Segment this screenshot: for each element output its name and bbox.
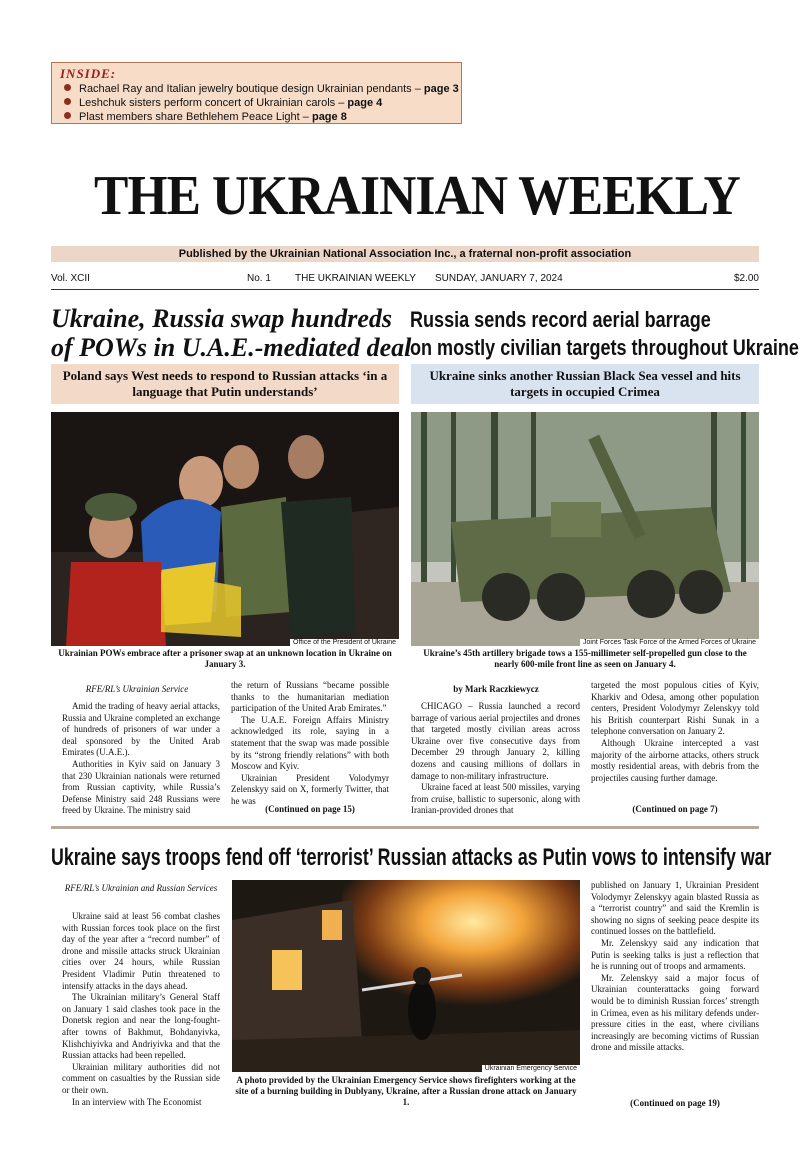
issue-number: No. 1 <box>247 273 271 284</box>
inside-item[interactable]: Plast members share Bethlehem Peace Light – page 8 <box>60 110 453 124</box>
story3-continued-link[interactable]: (Continued on page 19) <box>630 1098 720 1108</box>
issue-date: SUNDAY, JANUARY 7, 2024 <box>435 273 563 284</box>
story1-photo <box>51 412 399 646</box>
inside-title: INSIDE: <box>60 66 117 81</box>
story1-photo-credit: Office of the President of Ukraine <box>290 639 399 646</box>
story2-byline: by Mark Raczkiewycz <box>453 684 539 694</box>
story2-subhead: Ukraine sinks another Russian Black Sea vessel and hits targets in occupied Crimea <box>411 364 759 404</box>
story3-photo-credit: Ukrainian Emergency Service <box>482 1065 580 1072</box>
story1-subhead: Poland says West needs to respond to Russian attacks ‘in a language that Putin understands’ <box>51 364 399 404</box>
issue-info-row <box>51 272 759 286</box>
story2-continued-link[interactable]: (Continued on page 7) <box>632 804 718 814</box>
section-divider <box>51 826 759 829</box>
story1-continued-link[interactable]: (Continued on page 15) <box>265 804 355 814</box>
story2-photo-credit: Joint Forces Task Force of the Armed Forces of Ukraine <box>580 639 759 646</box>
bullet-icon <box>64 98 71 105</box>
issue-paper: THE UKRAINIAN WEEKLY <box>295 273 416 284</box>
bullet-icon <box>64 84 71 91</box>
story2-column-2: targeted the most populous cities of Kyiv, Kharkiv and Odesa, among other population centers, President Volodymyr Zelenskyy told his British counterpart Rishi Sunak in a telephone conversation on January 2. Although Ukraine intercepted a vast majority of the airborne attacks, others struck mostly residential areas, with debris from the projectiles causing further damage. <box>591 680 759 783</box>
issue-volume: Vol. XCII <box>51 273 90 284</box>
story2-caption: Ukraine’s 45th artillery brigade tows a 155-millimeter self-propelled gun close to the nearly 600-mile front line as seen on January 4. <box>423 648 747 669</box>
masthead-title: THE UKRAINIAN WEEKLY <box>94 165 740 227</box>
story3-headline[interactable]: Ukraine says troops fend off ‘terrorist’ Russian attacks as Putin vows to intensify war <box>51 844 772 871</box>
story1-byline: RFE/RL’s Ukrainian Service <box>85 684 189 694</box>
divider <box>51 289 759 290</box>
story3-column-2: published on January 1, Ukrainian President Volodymyr Zelenskyy again blasted Russia as a “terrorist country” and said the Kremlin is showing no signs of seeking peace despite its continued losses on the battlefield. Mr. Zelenskyy said any indication that Putin is seeking talks is just a reflection that he is running out of troops and armaments. Mr. Zelenskyy said a major focus of Ukrainian counterattacks going forward would be to diminish Russian forces’ strength in Crimea, even as his military defends under-pressure cities in the east, where civilians increasingly are becoming victims of Russian drone and missile attacks. <box>591 880 759 1053</box>
story2-column-1: CHICAGO – Russia launched a record barrage of various aerial projectiles and drones that targeted mostly civilian areas across Ukraine over five consecutive days from December 29 through January 2, killing dozens and causing millions of dollars in damage to non-military infrastructure. Ukraine faced at least 500 missiles, varying from cruise, ballistic to supersonic, along with Iranian-provided drones that <box>411 701 580 816</box>
story1-caption: Ukrainian POWs embrace after a prisoner swap at an unknown location in Ukraine on January 3. <box>58 648 392 669</box>
story3-byline: RFE/RL’s Ukrainian and Russian Services <box>64 883 218 893</box>
story3-column-1: Ukraine said at least 56 combat clashes with Russian forces took place on the first day of the year after a “record number” of drone and missile attacks struck Ukrainian cities over 24 hours, while Russian President Vladimir Putin threatened to intensify attacks in the days ahead. The Ukrainian military’s General Staff on January 1 said clashes took pace in the Donetsk region and near the long-fought-after towns of Bakhmut, Bohdanyivka, Klishchiyivka and Andriyivka and that the Russian attacks had been repelled. Ukrainian military authorities did not comment on casualties by the Russian side or their own. In an interview with The Economist <box>62 911 220 1107</box>
story2-photo <box>411 412 759 646</box>
story1-headline[interactable]: Ukraine, Russia swap hundreds of POWs in U.A.E.-mediated deal <box>51 304 412 362</box>
story3-caption: A photo provided by the Ukrainian Emergency Service shows firefighters working at the site of a burning building in Dublyany, Ukraine, after a Russian drone attack on January 1. <box>235 1075 577 1107</box>
story1-column-1: Amid the trading of heavy aerial attacks, Russia and Ukraine completed an exchange of hundreds of prisoners of war under a deal sponsored by the United Arab Emirates (U.A.E.). Authorities in Kyiv said on January 3 that 230 Ukrainian nationals were returned from Russian captivity, while Russia’s Defense Ministry said 248 Russians were freed by Ukraine. The ministry said <box>62 701 220 816</box>
inside-box <box>51 62 462 124</box>
publisher-bar: Published by the Ukrainian National Association Inc., a fraternal non-profit association <box>51 246 759 262</box>
inside-item[interactable]: Leshchuk sisters perform concert of Ukrainian carols – page 4 <box>60 96 453 110</box>
story1-column-2: the return of Russians “became possible thanks to the humanitarian mediation participation of the United Arab Emirates.” The U.A.E. Foreign Affairs Ministry acknowledged its role, saying in a statement that the swap was made possible by its “strong friendly relations” with both Moscow and Kyiv. Ukrainian President Volodymyr Zelenskyy said on X, formerly Twitter, that he was <box>231 680 389 806</box>
story3-photo <box>232 880 580 1072</box>
inside-item[interactable]: Rachael Ray and Italian jewelry boutique design Ukrainian pendants – page 3 <box>60 82 453 96</box>
issue-price: $2.00 <box>733 273 759 284</box>
story2-headline[interactable]: Russia sends record aerial barrage on mostly civilian targets throughout Ukraine <box>410 307 799 360</box>
bullet-icon <box>64 112 71 119</box>
